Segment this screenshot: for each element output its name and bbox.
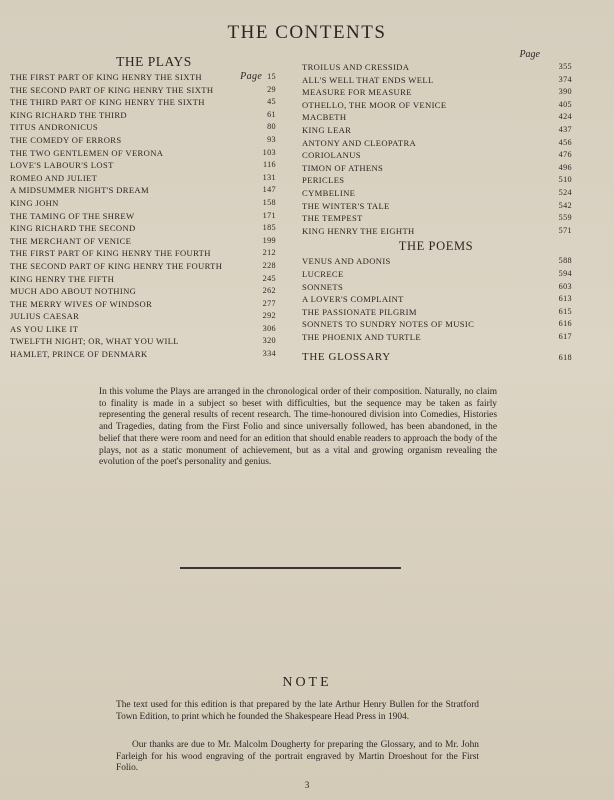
toc-entry bbox=[302, 293, 570, 306]
toc-entry bbox=[10, 71, 278, 84]
toc-entry-title: KING LEAR bbox=[302, 124, 352, 135]
toc-entry-title: THE MERCHANT OF VENICE bbox=[10, 235, 132, 246]
toc-entry-title: THE TAMING OF THE SHREW bbox=[10, 210, 135, 221]
toc-entry-page: 496 bbox=[558, 162, 572, 172]
toc-entry-title: KING JOHN bbox=[10, 197, 59, 208]
toc-entry bbox=[302, 162, 570, 175]
toc-entry bbox=[10, 134, 278, 147]
toc-entry-page: 171 bbox=[262, 210, 276, 220]
toc-entry bbox=[302, 281, 570, 294]
toc-entry-page: 437 bbox=[558, 124, 572, 134]
toc-entry-page: 185 bbox=[262, 223, 276, 233]
toc-entry bbox=[302, 111, 570, 124]
toc-entry-title: THE MERRY WIVES OF WINDSOR bbox=[10, 298, 153, 309]
toc-entry-title: KING RICHARD THE SECOND bbox=[10, 223, 136, 234]
toc-entry-title: ROMEO AND JULIET bbox=[10, 172, 98, 183]
toc-entry bbox=[10, 172, 278, 185]
toc-entry-page: 405 bbox=[558, 99, 572, 109]
toc-entry-title: OTHELLO, THE MOOR OF VENICE bbox=[302, 99, 447, 110]
toc-entry bbox=[302, 149, 570, 162]
toc-entry-title: CYMBELINE bbox=[302, 187, 356, 198]
toc-entry-page: 334 bbox=[262, 349, 276, 359]
toc-entry-title: HAMLET, PRINCE OF DENMARK bbox=[10, 349, 148, 360]
toc-entry-page: 277 bbox=[262, 298, 276, 308]
toc-entry-page: 616 bbox=[558, 319, 572, 329]
toc-entry bbox=[302, 268, 570, 281]
toc-entry-page: 615 bbox=[558, 306, 572, 316]
toc-entry bbox=[10, 210, 278, 223]
toc-entry bbox=[302, 255, 570, 268]
toc-entry-title: SONNETS TO SUNDRY NOTES OF MUSIC bbox=[302, 319, 475, 330]
plays-list-right bbox=[302, 61, 570, 237]
toc-entry-title: KING HENRY THE EIGHTH bbox=[302, 225, 415, 236]
toc-entry-page: 524 bbox=[558, 187, 572, 197]
note-heading: NOTE bbox=[282, 675, 332, 690]
toc-entry-page: 245 bbox=[262, 273, 276, 283]
toc-entry-page: 476 bbox=[558, 150, 572, 160]
toc-entry bbox=[10, 247, 278, 260]
toc-entry-page: 116 bbox=[262, 160, 276, 170]
toc-entry-title: THE TWO GENTLEMEN OF VERONA bbox=[10, 147, 164, 158]
toc-entry bbox=[10, 235, 278, 248]
toc-entry-page: 45 bbox=[267, 97, 276, 107]
toc-entry-title: TROILUS AND CRESSIDA bbox=[302, 62, 410, 72]
toc-entry-title: ALL'S WELL THAT ENDS WELL bbox=[302, 74, 434, 85]
toc-entry-page: 320 bbox=[262, 336, 276, 346]
toc-entry-title: CORIOLANUS bbox=[302, 150, 361, 161]
toc-entry bbox=[302, 124, 570, 137]
toc-entry bbox=[10, 147, 278, 160]
toc-entry-page: 147 bbox=[262, 185, 276, 195]
toc-entry-page: 390 bbox=[558, 87, 572, 97]
divider-rule bbox=[180, 567, 401, 569]
toc-entry-page: 588 bbox=[558, 256, 572, 266]
toc-entry bbox=[10, 273, 278, 286]
toc-entry-title: A LOVER'S COMPLAINT bbox=[302, 294, 404, 305]
toc-entry-page: 212 bbox=[262, 248, 276, 258]
note-paragraph-2: Our thanks are due to Mr. Malcolm Dougherty for preparing the Glossary, and to Mr. John Farleigh for his wood engraving of the portrait engraved by Martin Droeshout for the First Folio. bbox=[116, 740, 479, 774]
toc-entry-title: LUCRECE bbox=[302, 268, 344, 279]
toc-entry-title: THE PASSIONATE PILGRIM bbox=[302, 306, 417, 317]
toc-entry-page: 374 bbox=[558, 74, 572, 84]
toc-entry-page: 262 bbox=[262, 286, 276, 296]
glossary-entry bbox=[302, 350, 570, 365]
toc-entry-title: THE PHOENIX AND TURTLE bbox=[302, 331, 421, 342]
toc-entry-page bbox=[240, 71, 276, 84]
toc-entry bbox=[10, 109, 278, 122]
toc-entry bbox=[10, 184, 278, 197]
toc-entry-title: VENUS AND ADONIS bbox=[302, 256, 391, 267]
toc-entry-title: TWELFTH NIGHT; OR, WHAT YOU WILL bbox=[10, 336, 179, 347]
toc-entry-page: 93 bbox=[267, 134, 276, 144]
toc-entry bbox=[302, 61, 570, 74]
glossary-page: 618 bbox=[558, 353, 572, 363]
toc-entry-title: THE TEMPEST bbox=[302, 213, 363, 224]
toc-entry-title: THE FIRST PART OF KING HENRY THE SIXTH bbox=[10, 72, 202, 82]
toc-entry-page: 199 bbox=[262, 235, 276, 245]
toc-entry bbox=[302, 200, 570, 213]
toc-entry bbox=[10, 285, 278, 298]
toc-entry bbox=[302, 137, 570, 150]
toc-entry-page: 424 bbox=[558, 112, 572, 122]
toc-entry bbox=[10, 96, 278, 109]
toc-entry bbox=[302, 99, 570, 112]
toc-entry-title: A MIDSUMMER NIGHT'S DREAM bbox=[10, 185, 149, 196]
toc-entry-title: THE WINTER'S TALE bbox=[302, 200, 390, 211]
toc-entry-title: MACBETH bbox=[302, 112, 347, 123]
toc-entry-title: MUCH ADO ABOUT NOTHING bbox=[10, 286, 137, 297]
toc-entry-title: THE THIRD PART OF KING HENRY THE SIXTH bbox=[10, 97, 205, 108]
page-label: Page bbox=[240, 71, 263, 82]
toc-entry bbox=[10, 323, 278, 336]
toc-entry-title: SONNETS bbox=[302, 281, 344, 292]
toc-entry-page: 456 bbox=[558, 137, 572, 147]
toc-entry-page: 594 bbox=[558, 268, 572, 278]
toc-entry bbox=[302, 174, 570, 187]
toc-entry-page: 542 bbox=[558, 200, 572, 210]
toc-entry-page: 80 bbox=[267, 122, 276, 132]
toc-entry-title: LOVE'S LABOUR'S LOST bbox=[10, 160, 114, 171]
toc-entry-title: KING HENRY THE FIFTH bbox=[10, 273, 115, 284]
intro-paragraph: In this volume the Plays are arranged in the chronological order of their composition. Naturally, no claim to finality is made in a subject so beset with difficulties, but the sequence may be taken as fairly representing the general results of recent research. The time-honoured division into Comedies, Histories and Tragedies, dating from the First Folio and since universally followed, has been abandoned, in the belief that there were room and need for an edition that should enable readers to approach the body of the plays, not as a static monument of achievement, but as a vital and growing organism revealing the evolution of the poet's personality and genius. bbox=[99, 387, 497, 468]
toc-entry bbox=[10, 197, 278, 210]
page-label-right: Page bbox=[519, 49, 540, 60]
toc-entry-page: 29 bbox=[267, 84, 276, 94]
toc-entry bbox=[10, 310, 278, 323]
toc-entry bbox=[10, 121, 278, 134]
toc-entry-page: 613 bbox=[558, 294, 572, 304]
toc-entry-page: 559 bbox=[558, 213, 572, 223]
note-paragraph-1: The text used for this edition is that prepared by the late Arthur Henry Bullen for the Stratford Town Edition, to print which he founded the Shakespeare Head Press in 1904. bbox=[116, 700, 479, 722]
toc-entry bbox=[302, 225, 570, 238]
toc-entry bbox=[302, 331, 570, 344]
toc-entry bbox=[10, 335, 278, 348]
toc-entry-page: 228 bbox=[262, 260, 276, 270]
toc-entry bbox=[10, 159, 278, 172]
toc-entry bbox=[10, 298, 278, 311]
toc-entry-title: AS YOU LIKE IT bbox=[10, 323, 79, 334]
toc-entry-title: ANTONY AND CLEOPATRA bbox=[302, 137, 417, 148]
toc-entry-page-number: 15 bbox=[267, 72, 276, 81]
toc-entry-page: 61 bbox=[267, 109, 276, 119]
toc-entry-title: TIMON OF ATHENS bbox=[302, 162, 384, 173]
poems-heading: THE POEMS bbox=[398, 239, 474, 254]
toc-entry-page: 603 bbox=[558, 281, 572, 291]
toc-entry-page: 103 bbox=[262, 147, 276, 157]
toc-entry bbox=[302, 306, 570, 319]
toc-entry bbox=[10, 222, 278, 235]
plays-column-right bbox=[302, 50, 570, 365]
toc-entry-title: JULIUS CAESAR bbox=[10, 311, 80, 322]
toc-entry-page: 571 bbox=[558, 225, 572, 235]
toc-entry-title: KING RICHARD THE THIRD bbox=[10, 109, 127, 120]
glossary-title: THE GLOSSARY bbox=[302, 351, 391, 364]
toc-entry-page: 306 bbox=[262, 323, 276, 333]
plays-heading: THE PLAYS bbox=[116, 54, 192, 69]
page-number: 3 bbox=[304, 781, 310, 791]
toc-entry-page: 292 bbox=[262, 311, 276, 321]
toc-entry-page: 131 bbox=[262, 172, 276, 182]
toc-entry-title: THE FIRST PART OF KING HENRY THE FOURTH bbox=[10, 248, 211, 259]
toc-entry bbox=[302, 187, 570, 200]
toc-entry bbox=[302, 318, 570, 331]
toc-entry bbox=[302, 86, 570, 99]
toc-entry-title: TITUS ANDRONICUS bbox=[10, 122, 98, 133]
toc-entry bbox=[10, 260, 278, 273]
toc-entry-page: 158 bbox=[262, 197, 276, 207]
page-title: THE CONTENTS bbox=[227, 22, 387, 43]
toc-entry-title: THE SECOND PART OF KING HENRY THE FOURTH bbox=[10, 260, 223, 271]
plays-list-left bbox=[10, 71, 278, 361]
toc-entry bbox=[302, 74, 570, 87]
toc-entry bbox=[10, 84, 278, 97]
toc-entry bbox=[10, 348, 278, 361]
toc-entry-title: THE SECOND PART OF KING HENRY THE SIXTH bbox=[10, 84, 214, 95]
toc-entry-page: 355 bbox=[558, 62, 572, 71]
poems-list bbox=[302, 255, 570, 343]
toc-entry-page: 617 bbox=[558, 331, 572, 341]
toc-entry bbox=[302, 212, 570, 225]
toc-entry-title: THE COMEDY OF ERRORS bbox=[10, 134, 122, 145]
toc-entry-title: MEASURE FOR MEASURE bbox=[302, 87, 412, 98]
toc-entry-page: 510 bbox=[558, 175, 572, 185]
plays-column-left bbox=[10, 53, 278, 361]
toc-entry-title: PERICLES bbox=[302, 175, 345, 186]
